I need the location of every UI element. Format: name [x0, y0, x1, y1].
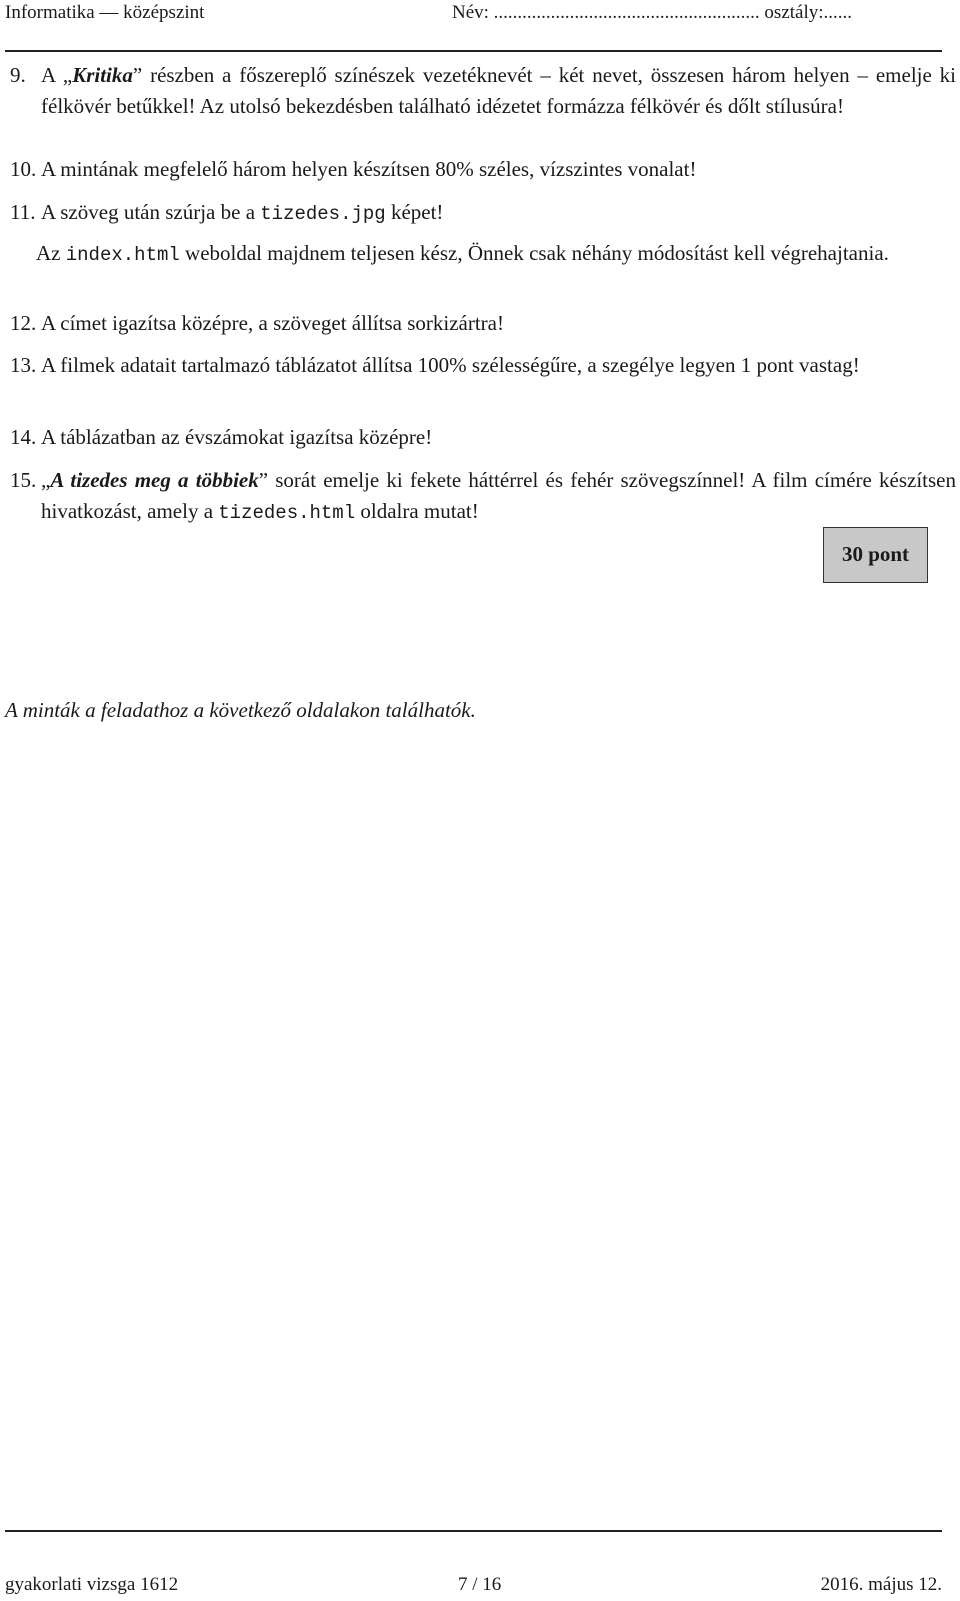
task-number: 12. — [10, 311, 37, 335]
footer-date: 2016. május 12. — [820, 1574, 942, 1595]
points-box: 30 pont — [823, 527, 928, 583]
task-text: A táblázatban az évszámokat igazítsa középre! — [41, 425, 433, 449]
code-filename: tizedes.html — [218, 502, 356, 524]
task-text: A filmek adatait tartalmazó táblázatot állítsa 100% szélességűre, a szegélye legyen 1 pont vastag! — [41, 353, 860, 377]
code-filename: index.html — [65, 244, 180, 266]
task-12 — [10, 308, 956, 339]
header-name-class: Név: ........................................................ osztály:...... — [452, 2, 853, 23]
header-subject: Informatika — középszint — [5, 2, 205, 23]
footer-divider — [5, 1530, 942, 1532]
task-13 — [10, 350, 956, 381]
code-filename: tizedes.jpg — [260, 203, 386, 225]
task-number: 15. — [10, 468, 37, 492]
footer-exam-id: gyakorlati vizsga 1612 — [5, 1574, 179, 1595]
task-text: A „Kritika” részben a főszereplő színészek vezetéknevét – két nevet, összesen három helyen – emelje ki félkövér betűkkel! Az utolsó bekezdésben található idézetet formázza félkövér és dőlt stílusúra! — [41, 63, 957, 118]
task-number: 14. — [10, 425, 37, 449]
page-header — [5, 2, 942, 32]
task-number: 11. — [10, 200, 36, 224]
emphasis-film-title: A tizedes meg a többiek — [50, 468, 259, 492]
task-number: 13. — [10, 353, 37, 377]
header-divider — [5, 50, 942, 52]
task-15 — [10, 465, 956, 529]
task-text: „A tizedes meg a többiek” sorát emelje ki fekete háttérrel és fehér szövegszínnel! A film címére készítsen hivatkozást, amely a tizedes.html oldalra mutat! — [41, 468, 956, 524]
task-number: 9. — [10, 63, 26, 87]
task-10 — [10, 154, 956, 185]
task-text: A címet igazítsa középre, a szöveget állítsa sorkizártra! — [41, 311, 504, 335]
task-9 — [10, 60, 956, 122]
task-number: 10. — [10, 157, 37, 181]
task-11 — [10, 197, 956, 230]
emphasis-kritika: Kritika — [72, 63, 133, 87]
samples-note: A minták a feladathoz a következő oldalakon találhatók. — [5, 698, 476, 722]
task-14 — [10, 422, 956, 453]
task-text: A mintának megfelelő három helyen készítsen 80% széles, vízszintes vonalat! — [41, 157, 697, 181]
task-text: A szöveg után szúrja be a tizedes.jpg képet! — [41, 200, 444, 225]
footer-page-number: 7 / 16 — [458, 1574, 502, 1595]
intro-paragraph: Az index.html weboldal majdnem teljesen kész, Önnek csak néhány módosítást kell végrehajtania. — [36, 241, 889, 266]
